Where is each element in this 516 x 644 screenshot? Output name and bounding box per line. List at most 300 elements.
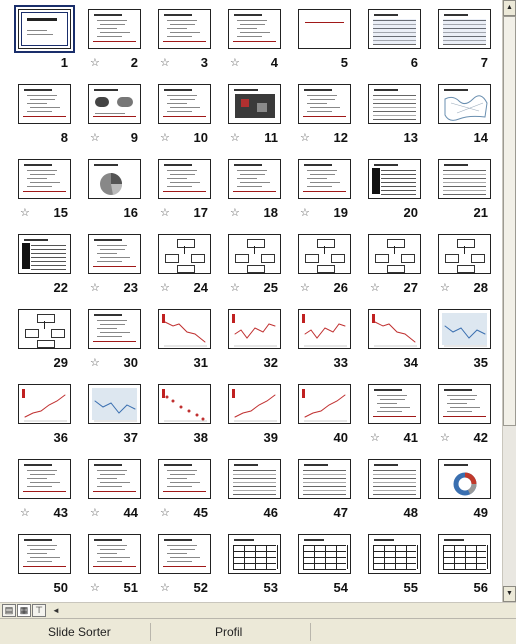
view-toolbar <box>0 602 516 618</box>
slide-thumbnail[interactable] <box>298 384 351 424</box>
slide-number: 22 <box>53 280 68 295</box>
slide-number: 3 <box>200 55 208 70</box>
slide-table-row <box>233 494 276 495</box>
slide-number: 42 <box>473 430 488 445</box>
slide-text-line <box>167 170 197 171</box>
slide-text-line <box>450 399 475 400</box>
slide-thumbnail[interactable] <box>88 159 141 199</box>
slide-text-line <box>237 20 267 21</box>
slide-thumbnail[interactable] <box>438 159 491 199</box>
slide-thumbnail[interactable] <box>298 309 351 349</box>
slide-text-line <box>30 174 55 175</box>
slide-grid-row <box>233 569 276 570</box>
slide-text-line <box>100 549 125 550</box>
slide-text-line <box>167 36 192 37</box>
slide-table-row <box>443 190 486 191</box>
slide-transition-star-icon[interactable]: ☆ <box>90 282 100 294</box>
slide-chart-graphic <box>159 385 211 424</box>
slide-table-row <box>373 490 416 491</box>
slide-table-row <box>373 478 416 479</box>
slide-text-line <box>240 174 265 175</box>
slide-text-line <box>167 553 187 554</box>
slide-chart-graphic <box>89 385 141 424</box>
slide-grid-col <box>443 545 444 569</box>
slide-grid-col <box>314 545 315 569</box>
slide-transition-star-icon[interactable]: ☆ <box>230 207 240 219</box>
slide-table-row <box>381 174 416 175</box>
slide-number: 56 <box>473 580 488 595</box>
slide-text-line <box>27 561 52 562</box>
slide-transition-star-icon[interactable]: ☆ <box>230 132 240 144</box>
slide-thumbnail[interactable] <box>158 9 211 49</box>
slide-title-bar <box>374 164 398 166</box>
slide-accent-line <box>163 41 206 42</box>
slide-text-line <box>97 470 127 471</box>
slide-text-line <box>97 553 117 554</box>
slide-text-line <box>167 186 192 187</box>
slide-accent-line <box>163 491 206 492</box>
slide-table-row <box>303 486 346 487</box>
slide-number: 24 <box>193 280 208 295</box>
slide-thumbnail[interactable] <box>368 384 421 424</box>
slide-title-bar <box>374 14 398 16</box>
slide-number: 43 <box>53 505 68 520</box>
slide-thumbnail[interactable] <box>158 459 211 499</box>
slide-number: 15 <box>53 205 68 220</box>
slide-transition-star-icon[interactable]: ☆ <box>160 582 170 594</box>
slide-transition-star-icon[interactable]: ☆ <box>370 432 380 444</box>
slide-table-row <box>381 186 416 187</box>
slide-text-line <box>170 24 195 25</box>
slide-thumbnail[interactable] <box>228 159 281 199</box>
slide-thumbnail[interactable] <box>88 459 141 499</box>
slide-table-row <box>31 261 66 262</box>
slide-text-line <box>27 470 57 471</box>
slide-table-row <box>373 115 416 116</box>
slide-accent-line <box>93 491 136 492</box>
slide-number: 30 <box>123 355 138 370</box>
slide-table-row <box>233 470 276 471</box>
slide-thumbnail[interactable] <box>368 9 421 49</box>
slide-transition-star-icon[interactable]: ☆ <box>440 432 450 444</box>
slide-flow-box <box>165 254 179 263</box>
slide-text-line <box>97 545 127 546</box>
slide-transition-star-icon[interactable]: ☆ <box>370 282 380 294</box>
slide-number: 45 <box>193 505 208 520</box>
slide-text-line <box>97 253 117 254</box>
slide-table-row <box>443 170 486 171</box>
slide-transition-star-icon[interactable]: ☆ <box>160 282 170 294</box>
slide-transition-star-icon[interactable]: ☆ <box>90 507 100 519</box>
slide-title-bar <box>94 464 122 466</box>
slide-text-line <box>170 107 200 108</box>
slide-thumbnail[interactable] <box>438 309 491 349</box>
slide-show-button[interactable]: ⊤ <box>32 604 46 617</box>
slide-transition-star-icon[interactable]: ☆ <box>90 132 100 144</box>
slide-thumbnail[interactable] <box>158 534 211 574</box>
slide-flow-arrow <box>464 246 465 254</box>
slide-transition-star-icon[interactable]: ☆ <box>300 282 310 294</box>
status-bar <box>0 618 516 644</box>
slide-text-line <box>447 403 467 404</box>
slide-text-line <box>170 474 195 475</box>
slide-thumbnail[interactable] <box>158 84 211 124</box>
slide-text-line <box>307 178 327 179</box>
slide-text-line <box>30 557 60 558</box>
slide-text-line <box>97 486 122 487</box>
slide-flow-box <box>401 254 415 263</box>
slide-title-bar <box>234 164 262 166</box>
slide-text-line <box>240 182 270 183</box>
slide-number: 41 <box>403 430 418 445</box>
slide-text-line <box>97 561 122 562</box>
slide-text-line <box>97 28 117 29</box>
slide-flow-box <box>247 265 265 273</box>
slide-title-bar <box>94 539 122 541</box>
slide-title-bar <box>444 389 472 391</box>
slide-table-row <box>233 490 276 491</box>
slide-flow-box <box>247 239 265 248</box>
slide-transition-star-icon[interactable]: ☆ <box>160 207 170 219</box>
slide-text-line <box>167 561 192 562</box>
slide-title-bar <box>374 89 398 91</box>
slide-title-bar <box>164 464 192 466</box>
scrollbar-thumb[interactable] <box>503 16 516 426</box>
slide-text-line <box>27 111 52 112</box>
slide-thumbnail[interactable] <box>88 9 141 49</box>
slide-number: 40 <box>333 430 348 445</box>
slide-table-row <box>233 486 276 487</box>
slide-text-line <box>100 257 130 258</box>
slide-thumbnail[interactable] <box>368 234 421 274</box>
slide-number: 2 <box>130 55 138 70</box>
slide-text-line <box>307 186 332 187</box>
slide-thumbnail[interactable] <box>368 534 421 574</box>
slide-number: 6 <box>410 55 418 70</box>
slide-thumbnail[interactable] <box>298 9 351 49</box>
slide-text-line <box>167 545 197 546</box>
slide-table-row <box>373 494 416 495</box>
slide-transition-star-icon[interactable]: ☆ <box>440 282 450 294</box>
slide-thumbnail[interactable] <box>368 84 421 124</box>
slide-accent-line <box>93 41 136 42</box>
slide-number: 13 <box>403 130 418 145</box>
slide-number: 28 <box>473 280 488 295</box>
slide-transition-star-icon[interactable]: ☆ <box>300 132 310 144</box>
slide-chart-graphic <box>299 385 351 424</box>
slide-thumbnail[interactable] <box>158 309 211 349</box>
slide-thumbnail[interactable] <box>228 534 281 574</box>
slide-number: 27 <box>403 280 418 295</box>
slide-number: 23 <box>123 280 138 295</box>
slide-table-row <box>381 170 416 171</box>
slide-table-row <box>443 174 486 175</box>
slide-text-line <box>97 320 127 321</box>
slide-title-bar <box>444 164 468 166</box>
slide-number: 1 <box>60 55 68 70</box>
slide-thumbnail[interactable] <box>438 84 491 124</box>
slide-grid-col <box>303 545 304 569</box>
slide-flow-box <box>37 314 55 323</box>
slide-text-line <box>307 95 337 96</box>
slide-table-row <box>31 249 66 250</box>
slide-table-shade <box>373 19 416 44</box>
slide-flow-arrow <box>184 246 185 254</box>
slide-number: 18 <box>263 205 278 220</box>
slide-thumbnail[interactable] <box>88 384 141 424</box>
slide-grid-col <box>406 545 407 569</box>
slide-thumbnail[interactable] <box>158 159 211 199</box>
slide-table-header-col <box>22 243 30 269</box>
slide-thumbnail[interactable] <box>368 309 421 349</box>
slide-flow-box <box>177 239 195 248</box>
slide-text-line <box>100 557 130 558</box>
scroll-down-arrow-icon[interactable]: ▼ <box>503 586 516 602</box>
slide-number: 12 <box>333 130 348 145</box>
slide-table-row <box>381 190 416 191</box>
slide-text-line <box>100 332 130 333</box>
slide-thumbnail[interactable] <box>18 459 71 499</box>
slide-thumbnail[interactable] <box>228 234 281 274</box>
slide-thumbnail[interactable] <box>18 534 71 574</box>
slide-photo-detail <box>257 103 267 112</box>
slide-number: 16 <box>123 205 138 220</box>
slide-number: 55 <box>403 580 418 595</box>
slide-table-row <box>373 119 416 120</box>
slide-table-row <box>373 470 416 471</box>
slide-grid-col <box>417 545 418 569</box>
slide-thumbnail[interactable] <box>18 9 71 49</box>
slide-text-line <box>447 395 477 396</box>
slide-chart-graphic <box>439 85 491 124</box>
slide-thumbnail[interactable] <box>298 84 351 124</box>
slide-table-row <box>303 490 346 491</box>
slide-title-bar <box>374 389 402 391</box>
scroll-up-arrow-icon[interactable]: ▲ <box>503 0 516 16</box>
slide-flow-box <box>177 265 195 273</box>
slide-transition-star-icon[interactable]: ☆ <box>230 57 240 69</box>
slide-text-line <box>310 107 340 108</box>
slide-grid-col <box>373 545 374 569</box>
normal-view-button[interactable]: ▤ <box>2 604 16 617</box>
slide-grid-col <box>395 545 396 569</box>
slide-transition-star-icon[interactable]: ☆ <box>20 507 30 519</box>
slide-grid-col <box>465 545 466 569</box>
slide-thumbnail[interactable] <box>18 159 71 199</box>
slide-text-line <box>447 411 472 412</box>
slide-table-row <box>373 44 416 45</box>
slide-text-line <box>97 245 127 246</box>
slide-text-line <box>97 328 117 329</box>
slide-text-line <box>307 170 337 171</box>
slide-thumbnail[interactable] <box>88 309 141 349</box>
slide-grid-col <box>325 545 326 569</box>
slide-thumbnail[interactable] <box>228 459 281 499</box>
slide-diagram-node <box>117 97 133 107</box>
slide-text-line <box>170 557 200 558</box>
slide-thumbnail[interactable] <box>18 309 71 349</box>
slide-table-row <box>381 182 416 183</box>
slide-table-row <box>373 111 416 112</box>
slide-number: 20 <box>403 205 418 220</box>
slide-title-bar <box>24 164 52 166</box>
slide-grid-row <box>443 569 486 570</box>
slide-table-row <box>381 194 416 195</box>
slide-thumbnail[interactable] <box>298 534 351 574</box>
slide-table-row <box>381 178 416 179</box>
slide-accent-line <box>233 191 276 192</box>
slide-number: 44 <box>123 505 138 520</box>
slide-flow-box <box>51 329 65 338</box>
slide-table-row <box>443 194 486 195</box>
slide-title-bar <box>374 539 394 541</box>
slide-thumbnail[interactable] <box>438 459 491 499</box>
slide-text-line <box>30 474 55 475</box>
slide-number: 26 <box>333 280 348 295</box>
slide-transition-star-icon[interactable]: ☆ <box>20 207 30 219</box>
slide-text-line <box>27 95 57 96</box>
slide-thumbnail[interactable] <box>368 459 421 499</box>
slide-accent-line <box>93 116 136 117</box>
slide-text-line <box>27 186 52 187</box>
slide-accent-line <box>163 191 206 192</box>
slide-grid-col <box>233 545 234 569</box>
slide-thumbnail[interactable] <box>228 309 281 349</box>
slide-flow-box <box>387 239 405 248</box>
slide-thumbnail[interactable] <box>158 384 211 424</box>
slide-number: 32 <box>263 355 278 370</box>
slide-transition-star-icon[interactable]: ☆ <box>90 57 100 69</box>
slide-thumbnail[interactable] <box>18 84 71 124</box>
slide-thumbnail[interactable] <box>438 9 491 49</box>
slide-table-row <box>443 44 486 45</box>
slide-chart-graphic <box>369 310 421 349</box>
slide-title-bar <box>164 89 192 91</box>
slide-text-line <box>310 99 335 100</box>
slide-number: 51 <box>123 580 138 595</box>
slide-thumbnail[interactable] <box>438 384 491 424</box>
slide-text-line <box>97 36 122 37</box>
slide-thumbnail[interactable] <box>88 234 141 274</box>
slide-table-row <box>303 474 346 475</box>
slide-text-line <box>170 182 200 183</box>
slide-accent-line <box>23 116 66 117</box>
slide-text-line <box>377 411 402 412</box>
slide-grid-col <box>454 545 455 569</box>
slide-title-bar <box>94 14 122 16</box>
slide-text-line <box>170 32 200 33</box>
slide-chart-graphic <box>229 385 281 424</box>
slide-number: 17 <box>193 205 208 220</box>
slide-number: 46 <box>263 505 278 520</box>
slide-thumbnail[interactable] <box>18 384 71 424</box>
slide-text-line <box>27 486 52 487</box>
slide-text-line <box>170 549 195 550</box>
slide-thumbnail[interactable] <box>228 9 281 49</box>
slide-thumbnail[interactable] <box>438 234 491 274</box>
slide-transition-star-icon[interactable]: ☆ <box>90 357 100 369</box>
slide-thumbnail[interactable] <box>88 84 141 124</box>
slide-title-bar <box>304 89 332 91</box>
slide-table-header-col <box>372 168 380 194</box>
slide-transition-star-icon[interactable]: ☆ <box>90 582 100 594</box>
slide-number: 39 <box>263 430 278 445</box>
slide-text-line <box>27 545 57 546</box>
slide-number: 25 <box>263 280 278 295</box>
slide-grid-col <box>487 545 488 569</box>
slide-text-line <box>240 32 270 33</box>
slide-text-line <box>240 24 265 25</box>
slide-thumbnail[interactable] <box>368 159 421 199</box>
slide-number: 10 <box>193 130 208 145</box>
slide-table-row <box>303 470 346 471</box>
slide-thumbnail[interactable] <box>298 159 351 199</box>
slide-title-bar <box>164 539 192 541</box>
vertical-scrollbar[interactable] <box>502 0 516 602</box>
slide-transition-star-icon[interactable]: ☆ <box>160 132 170 144</box>
slide-table-row <box>303 478 346 479</box>
slide-accent-line <box>233 41 276 42</box>
slide-text-line <box>27 34 53 35</box>
slide-table-row <box>373 474 416 475</box>
slide-grid-col <box>255 545 256 569</box>
slide-text-line <box>100 482 130 483</box>
slide-transition-star-icon[interactable]: ☆ <box>160 507 170 519</box>
slide-title-bar <box>24 464 52 466</box>
slide-thumbnail[interactable] <box>88 534 141 574</box>
slide-number: 52 <box>193 580 208 595</box>
slide-grid-col <box>244 545 245 569</box>
slide-accent-line <box>163 116 206 117</box>
slide-thumbnail[interactable] <box>438 534 491 574</box>
slide-text-line <box>30 107 60 108</box>
slide-transition-star-icon[interactable]: ☆ <box>160 57 170 69</box>
slide-title-bar <box>304 539 324 541</box>
slide-flow-box <box>317 239 335 248</box>
slide-table-row <box>233 474 276 475</box>
slide-text-line <box>237 178 257 179</box>
slide-table-row <box>373 107 416 108</box>
slide-text-line <box>100 324 125 325</box>
slide-text-line <box>167 28 187 29</box>
slide-title-bar <box>27 18 57 21</box>
slide-table-row <box>31 257 66 258</box>
slide-chart-graphic <box>299 310 351 349</box>
slide-text-line <box>30 482 60 483</box>
slide-thumbnail[interactable] <box>18 234 71 274</box>
slide-number: 37 <box>123 430 138 445</box>
slide-number: 19 <box>333 205 348 220</box>
slide-text-line <box>167 470 197 471</box>
slide-grid-col <box>476 545 477 569</box>
slide-table-row <box>31 245 66 246</box>
slide-thumbnail[interactable] <box>228 384 281 424</box>
slide-thumbnail[interactable] <box>298 234 351 274</box>
slide-transition-star-icon[interactable]: ☆ <box>300 207 310 219</box>
scroll-left-arrow-icon[interactable]: ◄ <box>52 606 60 615</box>
slide-thumbnail[interactable] <box>228 84 281 124</box>
slide-flow-arrow <box>44 321 45 329</box>
slide-text-line <box>237 28 257 29</box>
slide-transition-star-icon[interactable]: ☆ <box>230 282 240 294</box>
slide-title-bar <box>94 89 118 91</box>
slide-photo-detail <box>241 99 249 107</box>
slide-sorter-view-button[interactable]: ▦ <box>17 604 31 617</box>
slide-thumbnail[interactable] <box>158 234 211 274</box>
slide-thumbnail[interactable] <box>298 459 351 499</box>
slide-number: 50 <box>53 580 68 595</box>
slide-accent-line <box>23 191 66 192</box>
